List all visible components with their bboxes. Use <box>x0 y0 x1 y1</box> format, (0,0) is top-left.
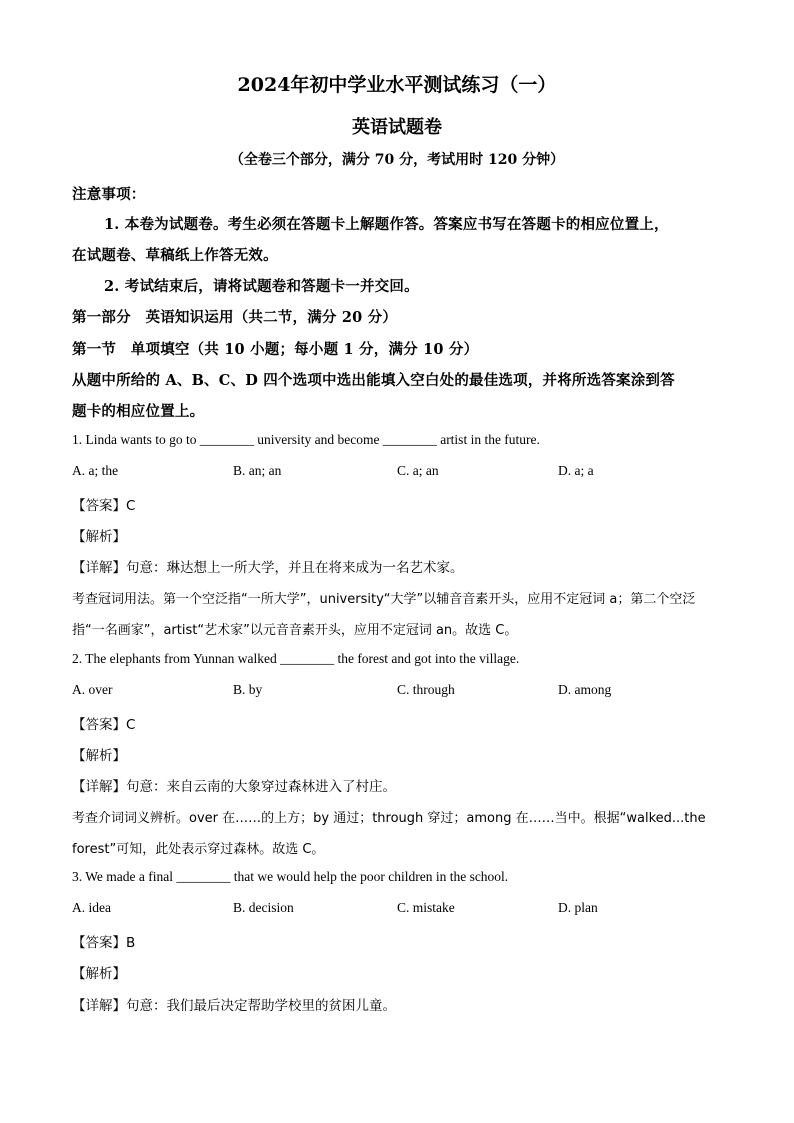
question-2-answer: 【答案】C <box>72 717 136 733</box>
question-2-explain-cont: forest”可知，此处表示穿过森林。故选 C。 <box>72 842 325 857</box>
question-1-option-b: B. an; an <box>233 463 282 478</box>
question-2-option-c: C. through <box>397 682 455 697</box>
question-1-explain: 考查冠词用法。第一个空泛指“一所大学”，university“大学”以辅音音素开头，应用不定冠词 a；第二个空泛 <box>72 592 696 607</box>
question-3-detail: 【详解】句意：我们最后决定帮助学校里的贫困儿童。 <box>72 998 396 1014</box>
question-2-stem: 2. The elephants from Yunnan walked ________ the forest and got into the village. <box>72 651 520 666</box>
question-1-answer: 【答案】C <box>72 498 136 514</box>
question-1-analysis: 【解析】 <box>72 529 126 545</box>
part1-heading: 第一部分 英语知识运用（共二节，满分 20 分） <box>72 309 398 326</box>
question-3-option-b: B. decision <box>233 900 294 915</box>
exam-info: （全卷三个部分，满分 70 分，考试用时 120 分钟） <box>229 152 565 168</box>
question-1-stem: 1. Linda wants to go to ________ university and become ________ artist in the future. <box>72 432 540 447</box>
notice-item-1: 1. 本卷为试题卷。考生必须在答题卡上解题作答。答案应书写在答题卡的相应位置上， <box>104 216 669 233</box>
exam-subtitle: 英语试题卷 <box>352 117 442 138</box>
question-2-explain: 考查介词词义辨析。over 在……的上方；by 通过；through 穿过；among 在……当中。根据“walked...the <box>72 811 706 826</box>
notice-item-2: 2. 考试结束后，请将试题卷和答题卡一并交回。 <box>104 278 419 295</box>
question-1-explain-cont: 指“一名画家”，artist“艺术家”以元音音素开头，应用不定冠词 an。故选 C。 <box>72 623 518 638</box>
exam-title: 2024年初中学业水平测试练习（一） <box>237 74 557 96</box>
section1-heading: 第一节 单项填空（共 10 小题；每小题 1 分，满分 10 分） <box>72 341 479 358</box>
question-3-stem: 3. We made a final ________ that we would help the poor children in the school. <box>72 869 509 884</box>
question-2-option-a: A. over <box>72 682 113 697</box>
question-1-option-a: A. a; the <box>72 463 119 478</box>
question-1-option-c: C. a; an <box>397 463 439 478</box>
question-3-analysis: 【解析】 <box>72 966 126 982</box>
question-3-option-d: D. plan <box>558 900 598 915</box>
question-1-detail: 【详解】句意：琳达想上一所大学，并且在将来成为一名艺术家。 <box>72 560 464 576</box>
notice-heading: 注意事项： <box>72 186 146 203</box>
instruction-cont: 题卡的相应位置上。 <box>72 403 205 420</box>
question-3-option-c: C. mistake <box>397 900 455 915</box>
question-3-option-a: A. idea <box>72 900 111 915</box>
question-1-option-d: D. a; a <box>558 463 594 478</box>
instruction: 从题中所给的 A、B、C、D 四个选项中选出能填入空白处的最佳选项，并将所选答案涂到答 <box>72 372 675 389</box>
question-2-analysis: 【解析】 <box>72 748 126 764</box>
question-3-answer: 【答案】B <box>72 935 136 951</box>
question-2-option-d: D. among <box>558 682 612 697</box>
question-2-option-b: B. by <box>233 682 263 697</box>
question-2-detail: 【详解】句意：来自云南的大象穿过森林进入了村庄。 <box>72 779 396 795</box>
notice-item-1-cont: 在试题卷、草稿纸上作答无效。 <box>72 247 278 264</box>
